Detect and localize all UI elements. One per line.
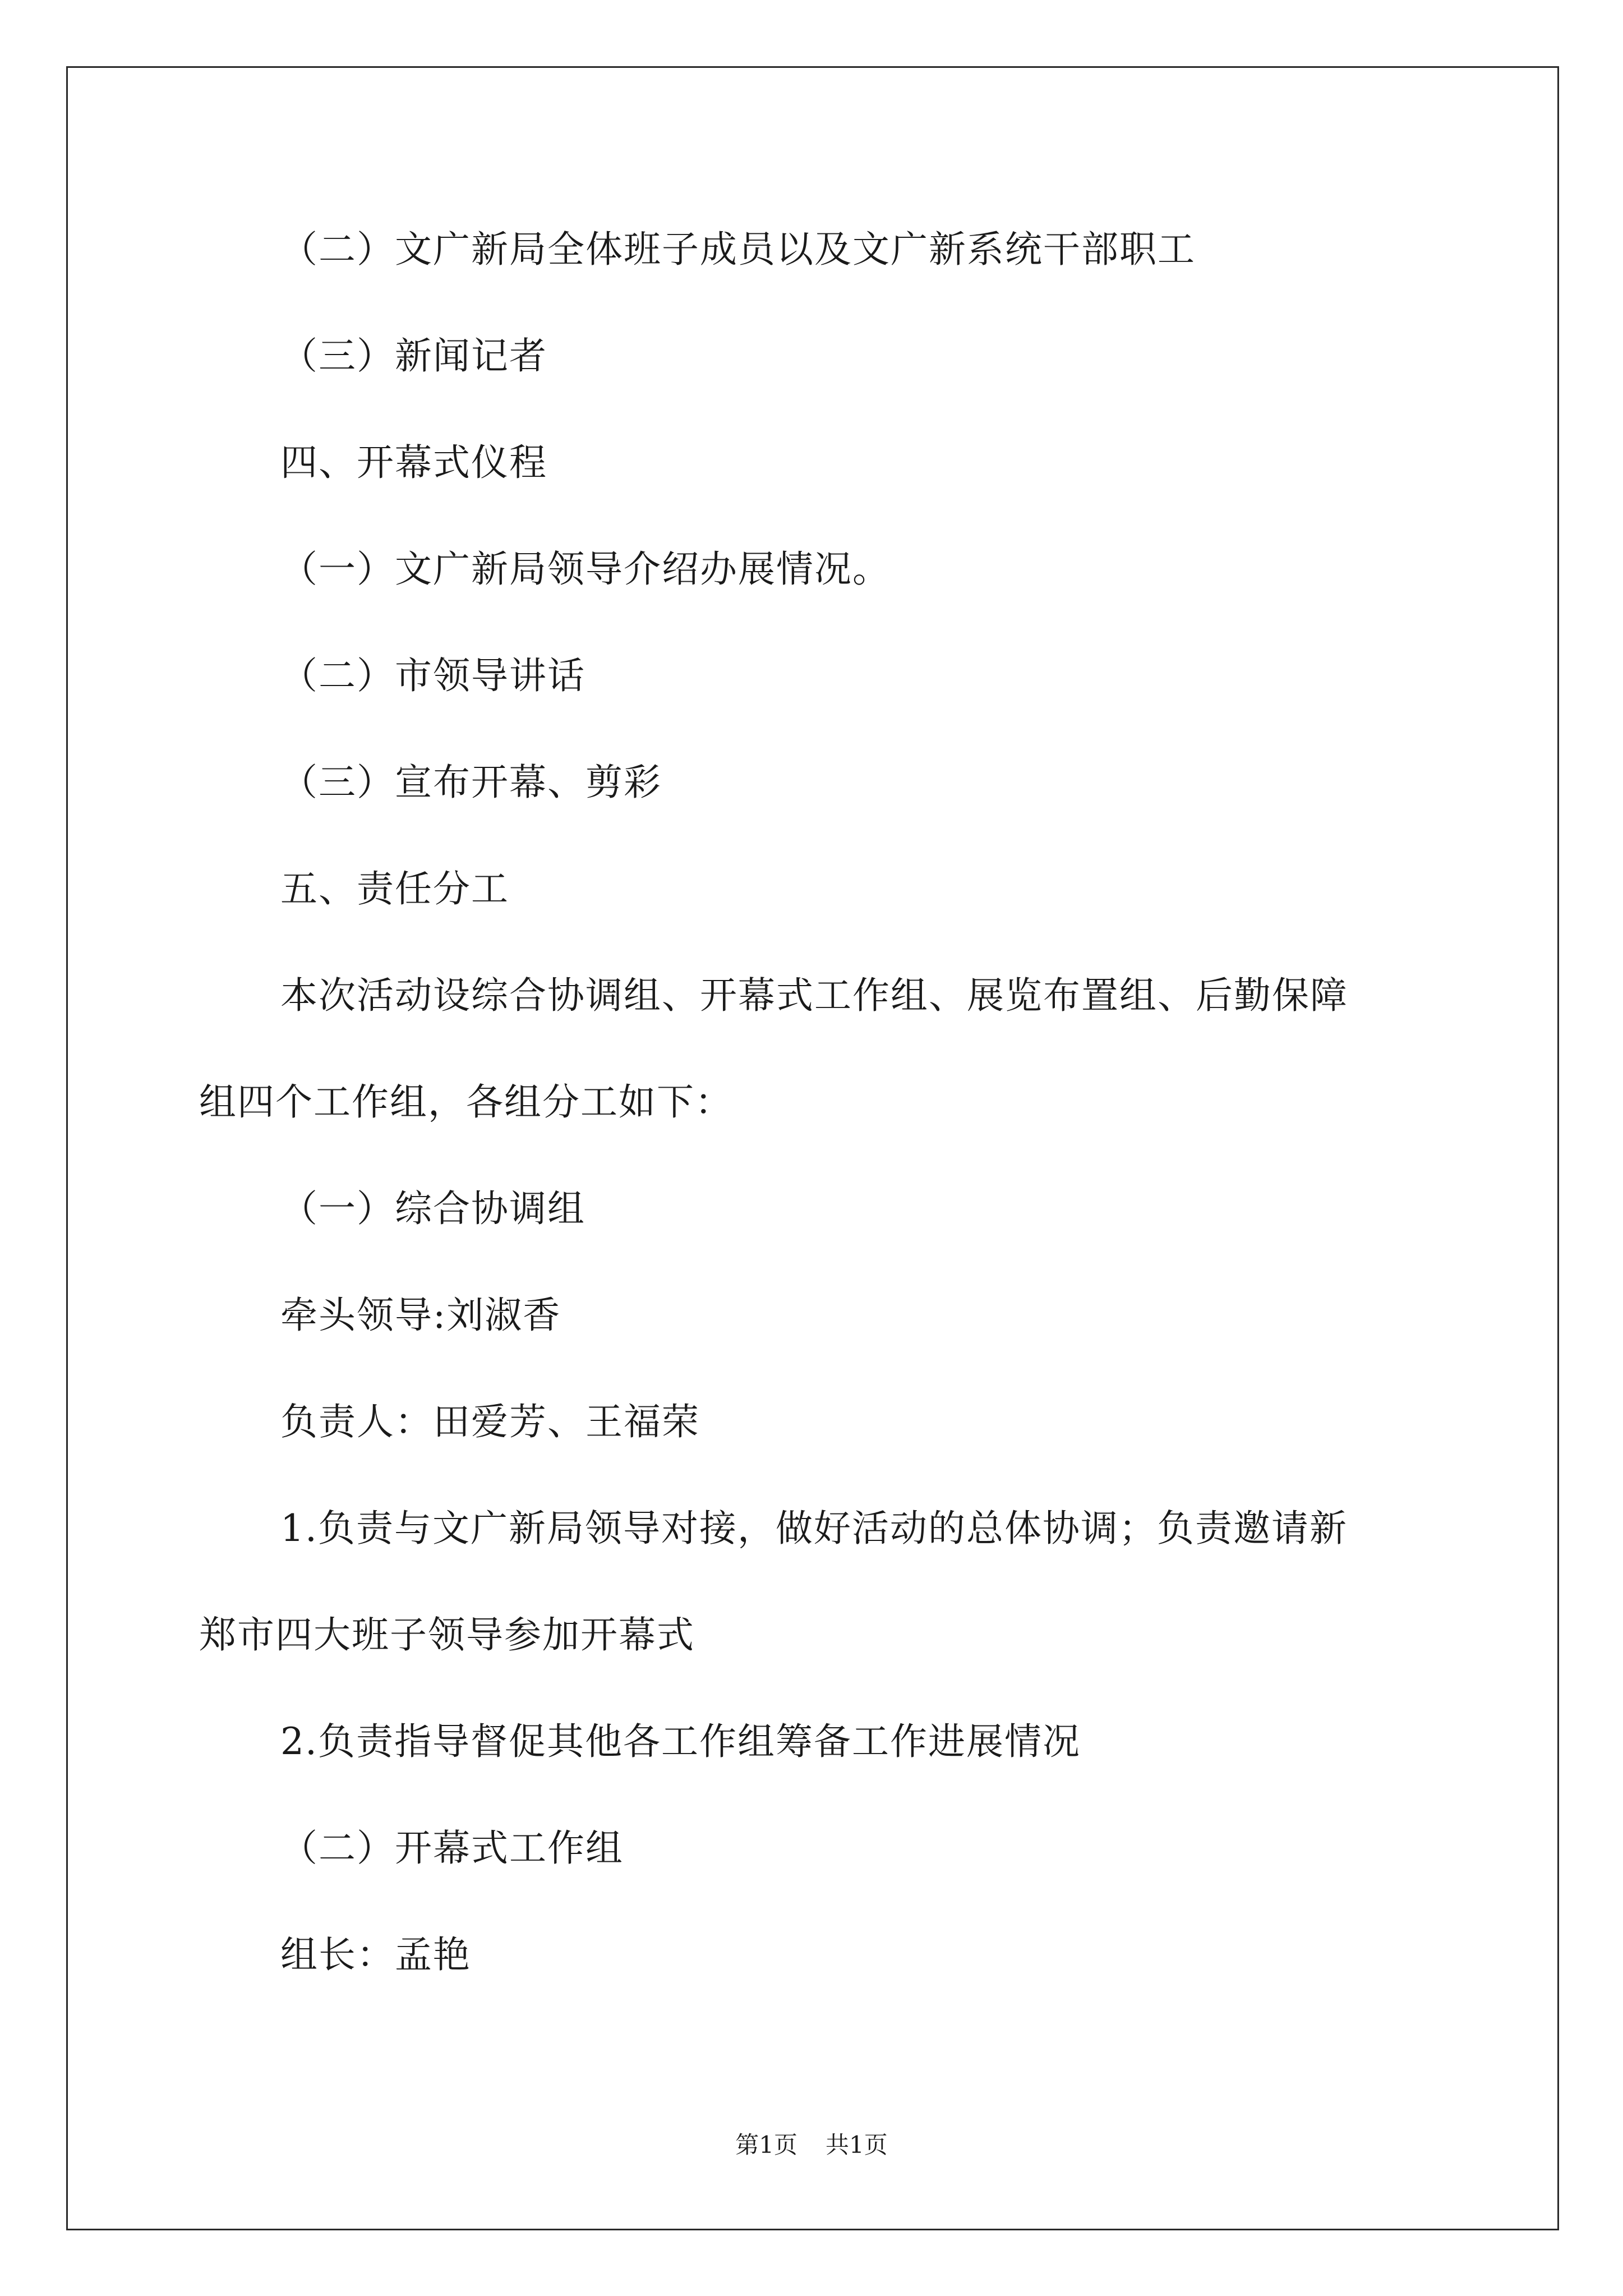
page-footer	[0, 2128, 1623, 2162]
page-total: 共1页	[826, 2131, 888, 2159]
text-line: （一）文广新局领导介绍办展情况。	[280, 547, 891, 591]
subsection-heading: （一）综合协调组	[280, 1187, 585, 1230]
section-heading: 五、责任分工	[280, 867, 509, 910]
text-line: 组四个工作组，各组分工如下：	[199, 1080, 733, 1124]
text-line: 本次活动设综合协调组、开幕式工作组、展览布置组、后勤保障	[280, 974, 1348, 1017]
text-line: （三）新闻记者	[280, 334, 547, 378]
section-heading: 四、开幕式仪程	[280, 441, 547, 484]
page-number: 第1页	[735, 2131, 797, 2159]
text-line: （三）宣布开幕、剪彩	[280, 761, 662, 804]
text-line: 负责人：田爱芳、王福荣	[280, 1400, 700, 1443]
text-line: 2.负责指导督促其他各工作组筹备工作进展情况	[280, 1720, 1081, 1763]
text-line: 1.负责与文广新局领导对接，做好活动的总体协调；负责邀请新	[280, 1507, 1348, 1550]
text-line: （二）市领导讲话	[280, 654, 585, 697]
text-line: 组长：孟艳	[280, 1933, 471, 1976]
subsection-heading: （二）开幕式工作组	[280, 1826, 624, 1870]
text-line: （二）文广新局全体班子成员以及文广新系统干部职工	[280, 228, 1196, 271]
page-border	[66, 66, 1559, 2230]
text-line: 郑市四大班子领导参加开幕式	[199, 1613, 695, 1657]
text-line: 牵头领导:刘淑香	[280, 1294, 561, 1337]
